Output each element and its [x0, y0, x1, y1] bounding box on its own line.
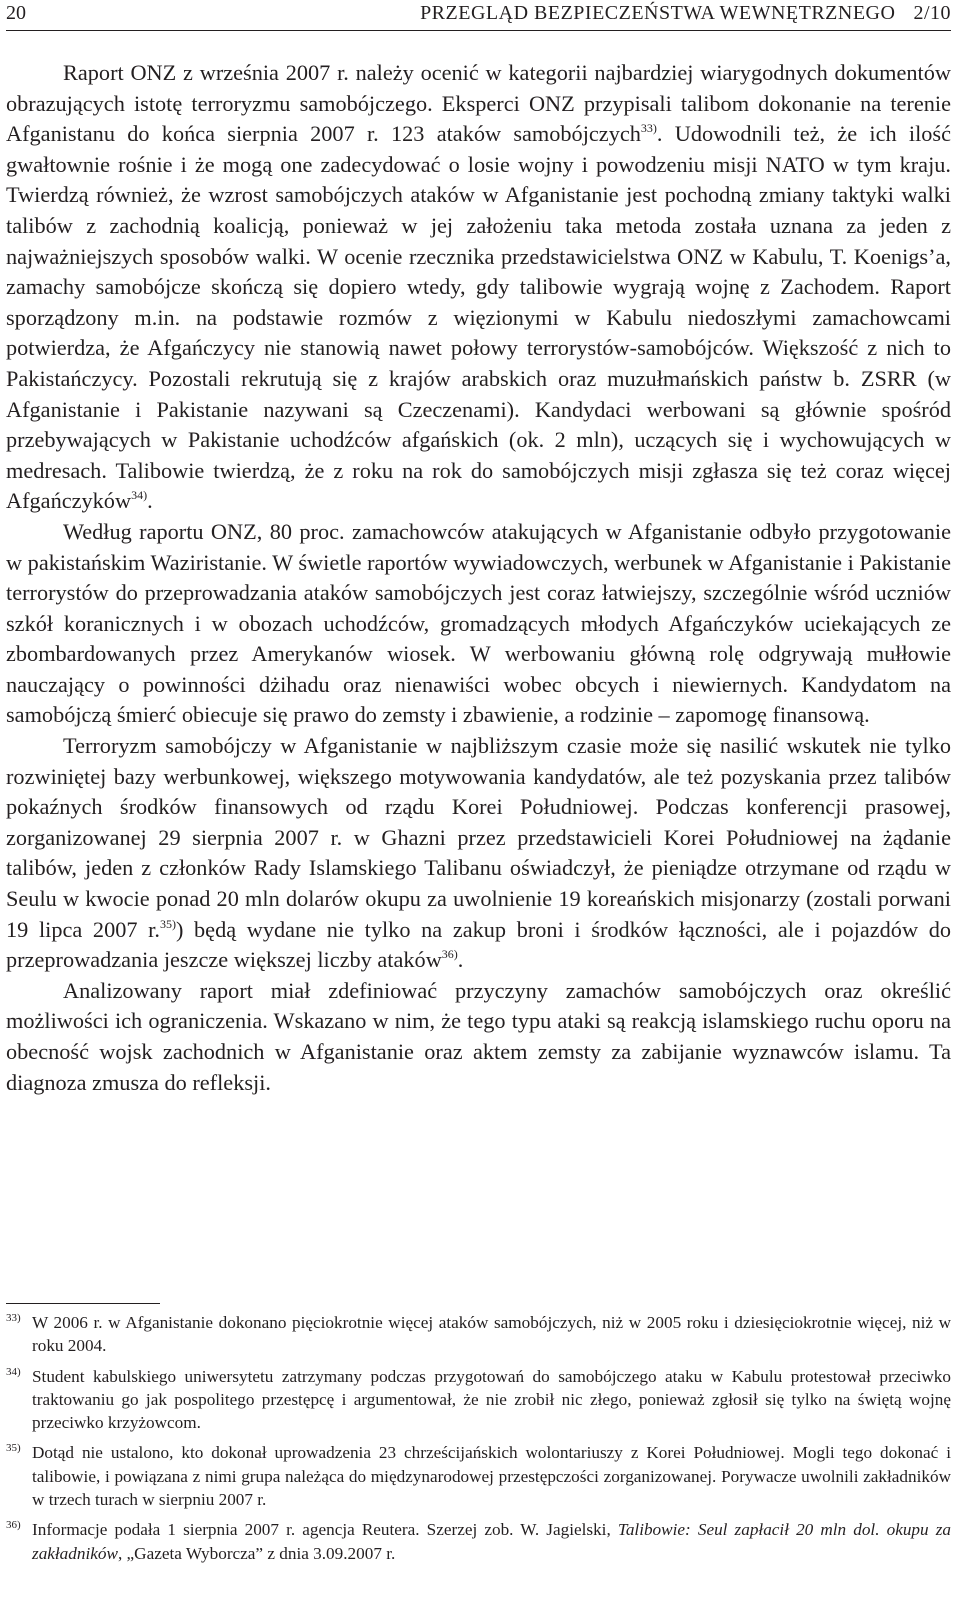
footnote-ref-36[interactable]: 36): [441, 947, 458, 962]
paragraph-1-text-a: Raport ONZ z września 2007 r. należy ocenić w kategorii najbardziej wiarygodnych dokumentów obrazujących istotę terroryzmu samobójczego. Eksperci ONZ przypisali talibom dokonanie na terenie Afganistanu do końca sierpnia 2007 r. 123 ataków samobójczych: [6, 60, 951, 147]
paragraph-3: [6, 731, 951, 976]
document-page: [6, 0, 951, 1619]
paragraph-3-text-a: Terroryzm samobójczy w Afganistanie w najbliższym czasie może się nasilić wskutek nie tylko rozwiniętej bazy werbunkowej, większego motywowania kandydatów, ale też pozyskania przez talibów pokaźnych środków finansowych od rządu Korei Południowej. Podczas konferencji prasowej, zorganizowanej 29 sierpnia 2007 r. w Ghazni przez przedstawicieli Korei Południowej na żądanie talibów, jeden z członków Rady Islamskiego Talibanu oświadczył, że pieniądze otrzymane od rządu w Seulu w kwocie ponad 20 mln dolarów okupu za uwolnienie 19 koreańskich misjonarzy (zostali porwani 19 lipca 2007 r.: [6, 733, 951, 942]
journal-name: PRZEGLĄD BEZPIECZEŃSTWA WEWNĘTRZNEGO: [420, 2, 896, 24]
footnote-text: Student kabulskiego uniwersytetu zatrzymany podczas przygotowań do samobójczego ataku w Kabulu protestował przeciwko traktowaniu go jak pospolitego przestępcę i argumentował, że nie zrobił nic złego, ponieważ zgłosił się tylko na świętą wojnę przeciwko krzyżowcom.: [32, 1366, 951, 1433]
footnote-text: Dotąd nie ustalono, kto dokonał uprowadzenia 23 chrześcijańskich wolontariuszy z Korei Południowej. Mogli tego dokonać i talibowie, i powiązana z nimi grupa należąca do międzynarodowej przestępczości zorganizowanej. Porywacze uwolnili zakładników w trzech turach w sierpniu 2007 r.: [32, 1443, 951, 1510]
footnote-number: 33): [6, 1312, 21, 1324]
paragraph-3-text-b: ) będą wydane nie tylko na zakup broni i środków łączności, ale i pojazdów do przeprowadzania jeszcze większej liczby ataków: [6, 916, 952, 973]
footnote-text: W 2006 r. w Afganistanie dokonano pięciokrotnie więcej ataków samobójczych, niż w 2005 roku i dziesięciokrotnie więcej, niż w roku 2004.: [32, 1313, 951, 1356]
running-head: [6, 0, 951, 31]
footnote-34: [6, 1365, 951, 1435]
footnote-33: [6, 1311, 951, 1358]
footnote-ref-33[interactable]: 33): [640, 121, 657, 136]
paragraph-1-text-b: . Udowodnili też, że ich ilość gwałtownie rośnie i że mogą one zadecydować o losie wojny i powodzeniu misji NATO w tym kraju. Twierdzą również, że wzrost samobójczych ataków w Afganistanie jest pochodną zmiany taktyki walki talibów z zachodnią koalicją, ponieważ w jej założeniu taka metoda została uznana za jeden z najważniejszych sposobów walki. W ocenie rzecznika przedstawicielstwa ONZ w Kabulu, T. Koenigs’a, zamachy samobójcze skończą się dopiero wtedy, gdy talibowie wygrają wojnę z Zachodem. Raport sporządzony m.in. na podstawie rozmów z więzionymi w Kabulu niedoszłymi zamachowcami potwierdza, że Afgańczycy nie stanowią nawet połowy terrorystów-samobójców. Większość z nich to Pakistańczycy. Pozostali rekrutują się z krajów arabskich oraz muzułmańskich państw b. ZSRR (w Afganistanie i Pakistanie nazywani są Czeczenami). Kandydaci werbowani są głównie spośród przebywających w Pakistanie uchodźców afgańskich (ok. 2 mln), uczących się i wychowujących w medresach. Talibowie twierdzą, że z roku na rok do samobójczych misji zgłasza się też coraz więcej Afgańczyków: [6, 121, 951, 514]
paragraph-1: [6, 58, 951, 517]
footnote-ref-35[interactable]: 35): [159, 916, 176, 931]
paragraph-2: Według raportu ONZ, 80 proc. zamachowców atakujących w Afganistanie odbyło przygotowanie w pakistańskim Waziristanie. W świetle raportów wywiadowczych, werbunek w Afganistanie i Pakistanie terrorystów do przeprowadzania ataków samobójczych jest coraz łatwiejszy, szczególnie wśród uczniów szkół koranicznych i w obozach uchodźców, gromadzących młodych Afgańczyków uciekających ze zbombardowanych przez Amerykanów wiosek. W werbowaniu główną rolę odgrywają mułłowie nauczający o powinności dżihadu oraz nienawiści wobec obcych i niewiernych. Kandydatom na samobójczą śmierć obiecuje się prawo do zemsty i zbawienie, a rodzinie – zapomogę finansową.: [6, 518, 951, 728]
footnote-number: 36): [6, 1519, 21, 1532]
footnote-number: 34): [6, 1365, 21, 1378]
footnote-text-before: Informacje podała 1 sierpnia 2007 r. agencja Reutera. Szerzej zob. W. Jagielski,: [32, 1520, 618, 1540]
page-number: 20: [6, 2, 26, 24]
footnotes: [6, 1311, 951, 1572]
footnote-35: [6, 1441, 951, 1511]
paragraph-3-text-c: .: [457, 947, 464, 973]
footnote-text-after: , „Gazeta Wyborcza” z dnia 3.09.2007 r.: [117, 1543, 396, 1563]
cited-article-title: Talibowie: Seul zapłacił 20 mln dol. okupu za zakładników: [32, 1520, 951, 1563]
journal-title: [420, 2, 951, 25]
article-body: [6, 58, 951, 1098]
paragraph-4: Analizowany raport miał zdefiniować przyczyny zamachów samobójczych oraz określić możliwości ich ograniczenia. Wskazano w nim, że tego typu ataki są reakcją islamskiego ruchu oporu na obecność wojsk zachodnich w Afganistanie oraz aktem zemsty za zabijanie wyznawców islamu. Ta diagnoza zmusza do refleksji.: [6, 977, 951, 1095]
journal-issue: 2/10: [913, 2, 951, 24]
footnote-36: [6, 1518, 951, 1565]
paragraph-1-text-c: .: [147, 488, 153, 514]
footnote-number: 35): [6, 1442, 21, 1455]
footnote-ref-34[interactable]: 34): [131, 488, 148, 503]
footnote-separator: [6, 1303, 160, 1304]
